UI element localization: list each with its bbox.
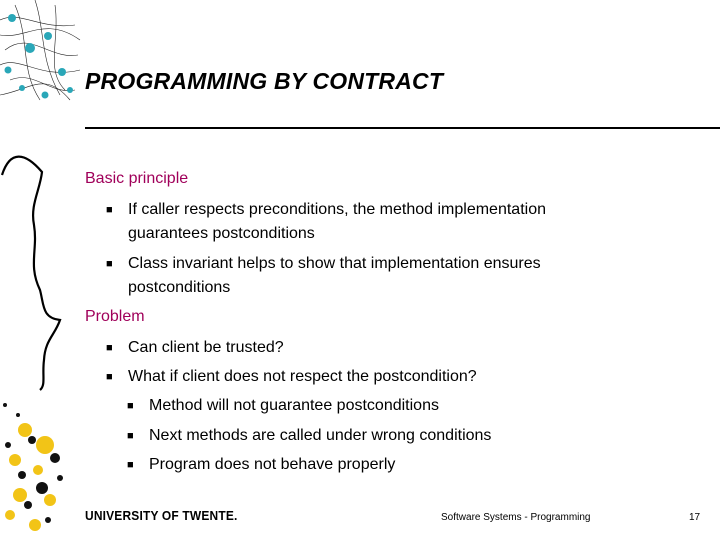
splatter-decoration	[3, 403, 63, 531]
square-bullet-icon: ■	[106, 258, 113, 270]
contour-line-decoration	[2, 157, 60, 390]
teal-dots-decoration	[5, 14, 74, 99]
square-bullet-icon: ■	[127, 430, 134, 442]
bullet-text: Next methods are called under wrong conditions	[149, 427, 492, 444]
title-underline	[85, 127, 720, 129]
course-name: Software Systems - Programming	[441, 512, 591, 523]
square-bullet-icon: ■	[106, 204, 113, 216]
bullet-text: Method will not guarantee postconditions	[149, 397, 439, 414]
bullet-text: Can client be trusted?	[128, 339, 284, 356]
square-bullet-icon: ■	[127, 400, 134, 412]
bullet-text: Program does not behave properly	[149, 456, 396, 473]
bullet-text: What if client does not respect the postcondition?	[128, 368, 477, 385]
section-heading-problem: Problem	[85, 308, 145, 325]
square-bullet-icon: ■	[106, 371, 113, 383]
page-number: 17	[689, 512, 701, 523]
square-bullet-icon: ■	[106, 342, 113, 354]
slide-title: PROGRAMMING BY CONTRACT	[85, 68, 444, 94]
university-logo: UNIVERSITY OF TWENTE.	[85, 508, 238, 523]
decorative-artwork	[0, 0, 90, 540]
bullet-text-line-1: Class invariant helps to show that implementation ensures	[128, 255, 541, 272]
bullet-text-line-2: guarantees postconditions	[128, 225, 315, 242]
bullet-text-line-1: If caller respects preconditions, the method implementation	[128, 201, 546, 218]
bullet-text-line-2: postconditions	[128, 279, 231, 296]
square-bullet-icon: ■	[127, 459, 134, 471]
section-heading-basic-principle: Basic principle	[85, 170, 189, 187]
